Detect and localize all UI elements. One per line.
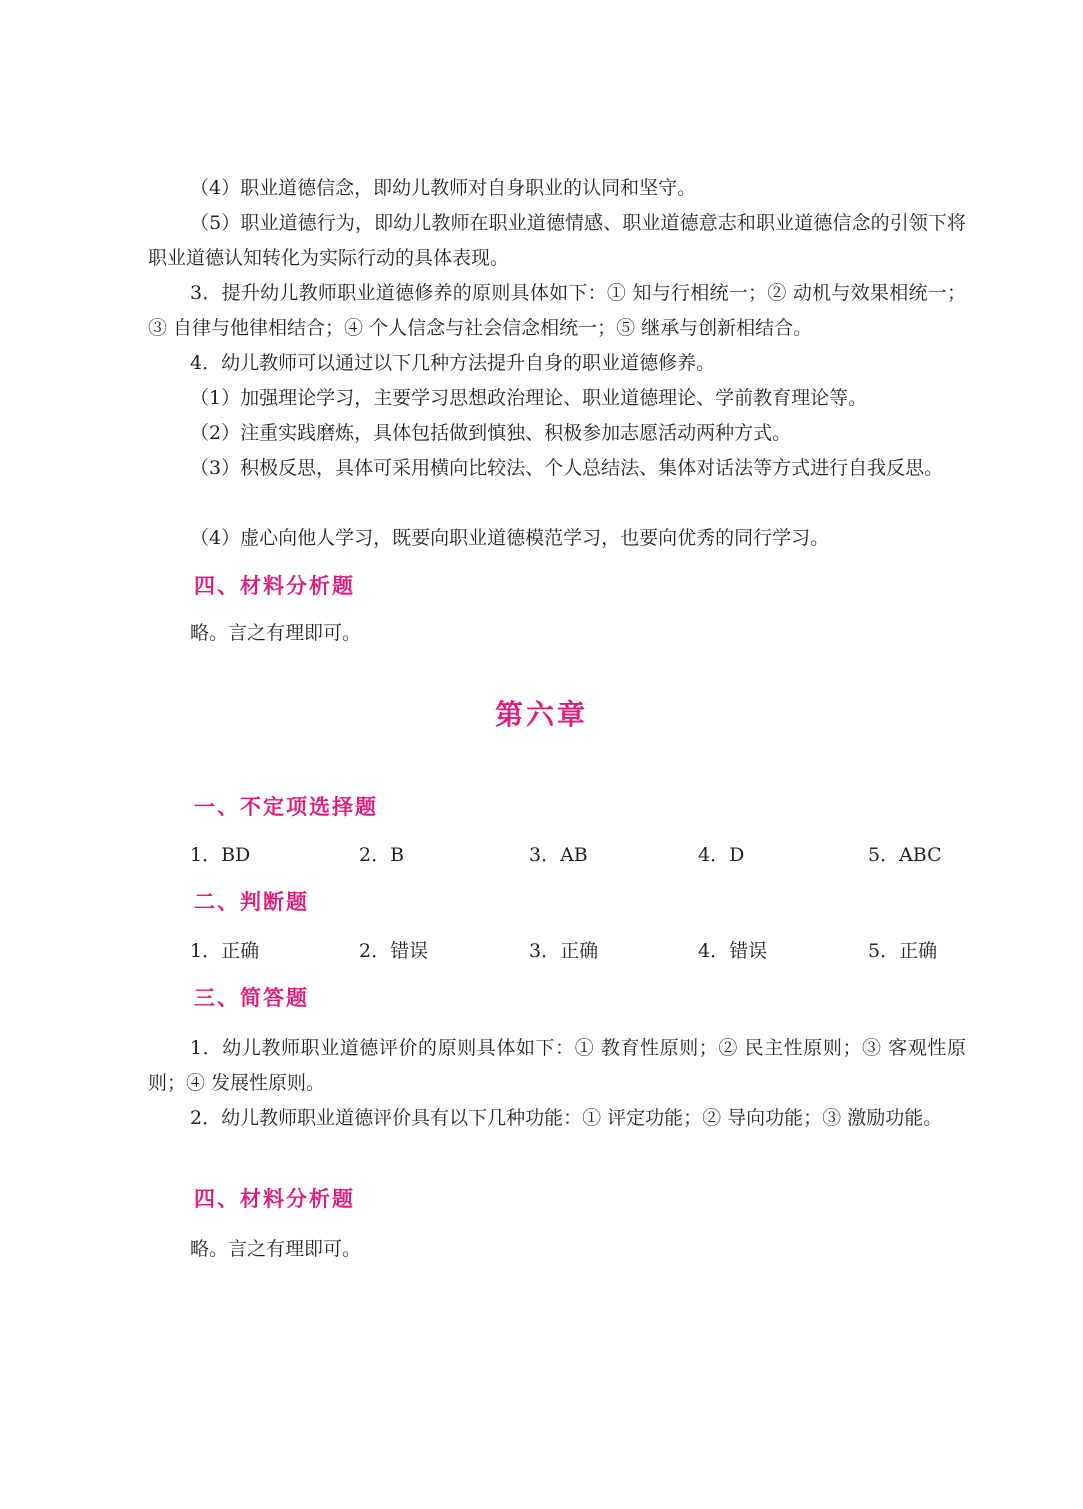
section-heading-material-analysis: 四、材料分析题 [194,1186,355,1211]
paragraph-belief: （4）职业道德信念，即幼儿教师对自身职业的认同和坚守。 [190,177,697,199]
paragraph-method-learning: （4）虚心向他人学习，既要向职业道德模范学习，也要向优秀的同行学习。 [190,527,830,549]
chapter-title: 第六章 [494,698,588,731]
answer-item: 5．正确 [868,940,938,962]
section-heading-short-answer: 三、简答题 [194,985,309,1010]
paragraph-methods-intro: 4．幼儿教师可以通过以下几种方法提升自身的职业道德修养。 [190,352,716,374]
answer-item: 1．正确 [190,940,260,962]
paragraph-behavior: （5）职业道德行为，即幼儿教师在职业道德情感、职业道德意志和职业道德信念的引领下将职业道德认知转化为实际行动的具体表现。 [148,212,966,269]
section-heading-true-false: 二、判断题 [194,889,309,914]
answer-item: 4．D [698,844,745,866]
paragraph-method-theory: （1）加强理论学习，主要学习思想政治理论、职业道德理论、学前教育理论等。 [190,387,868,409]
short-answer-paragraph: 1．幼儿教师职业道德评价的原则具体如下：① 教育性原则；② 民主性原则；③ 客观性原则；④ 发展性原则。 [148,1037,966,1094]
paragraph-method-reflection: （3）积极反思，具体可采用横向比较法、个人总结法、集体对话法等方式进行自我反思。 [190,457,944,479]
answer-item: 3．正确 [529,940,599,962]
paragraph-method-practice: （2）注重实践磨炼，具体包括做到慎独、积极参加志愿活动两种方式。 [190,422,792,444]
answer-item: 3．AB [529,844,588,866]
material-analysis-answer: 略。言之有理即可。 [190,622,362,644]
answer-item: 4．错误 [698,940,768,962]
paragraph-principles: 3．提升幼儿教师职业道德修养的原则具体如下：① 知与行相统一；② 动机与效果相统一；③ 自律与他律相结合；④ 个人信念与社会信念相统一；⑤ 继承与创新相结合。 [148,282,966,339]
answer-item: 2．B [359,844,405,866]
multiple-choice-answers [190,840,970,870]
short-answer-paragraph: 2．幼儿教师职业道德评价具有以下几种功能：① 评定功能；② 导向功能；③ 激励功能。 [190,1107,943,1129]
section-heading-material-analysis: 四、材料分析题 [194,573,355,598]
material-analysis-answer: 略。言之有理即可。 [190,1238,362,1260]
section-heading-multiple-choice: 一、不定项选择题 [194,794,378,819]
answer-item: 2．错误 [359,940,429,962]
true-false-answers [190,936,970,966]
answer-item: 5．ABC [868,844,942,866]
answer-item: 1．BD [190,844,251,866]
